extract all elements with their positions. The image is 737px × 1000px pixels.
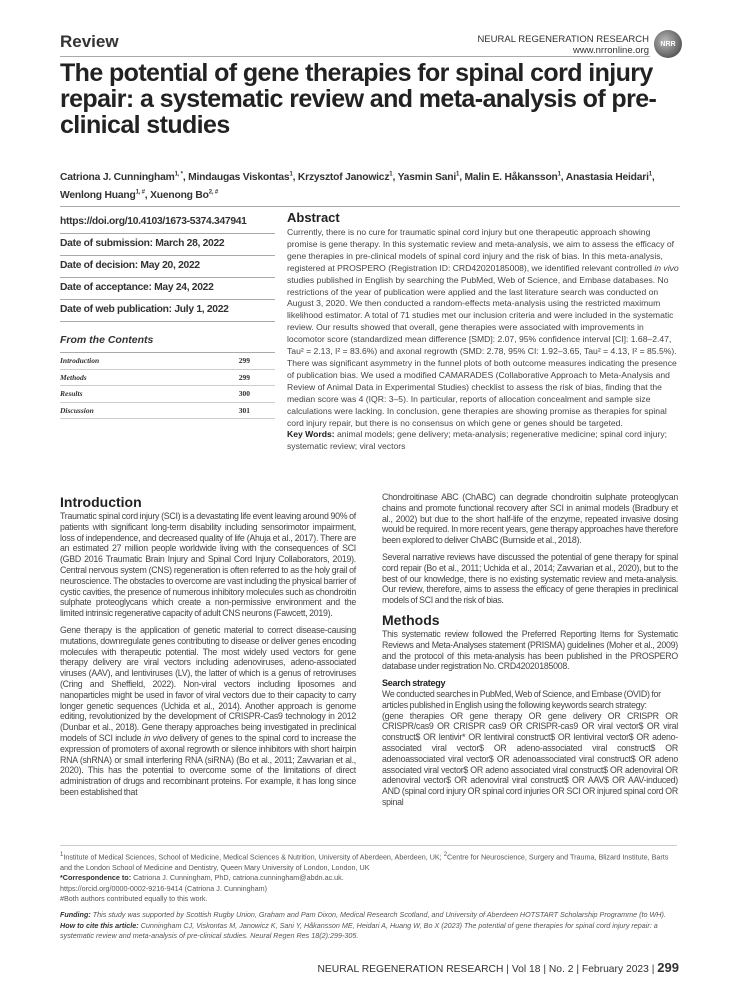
funding-text: This study was supported by Scottish Rugby Union, Graham and Pam Dixon, Medical Research Scotland, and University of Aberdeen HOTSTART Scholarship Programme (to WH).	[90, 910, 666, 919]
abstract-heading: Abstract	[287, 210, 340, 225]
contents-row[interactable]	[60, 403, 275, 420]
contents-row[interactable]	[60, 386, 275, 403]
contents-row[interactable]	[60, 353, 275, 370]
abstract-italic: in vivo	[654, 262, 679, 273]
contents-label: Results	[60, 389, 83, 398]
correspondence-label: *Correspondence to:	[60, 873, 132, 883]
keywords-text: animal models; gene delivery; meta-analysis; regenerative medicine; spinal cord injury; systematic review; viral vectors	[287, 429, 668, 452]
left-column	[60, 494, 356, 804]
contents-label: Methods	[60, 372, 87, 382]
author: Mindaugas Viskontas$^1$,	[188, 172, 298, 184]
affiliation-1: Institute of Medical Sciences, School of Medicine, Medical Sciences & Nutrition, University of Aberdeen, Aberdeen, UK;	[63, 852, 444, 862]
footer-journal: NEURAL REGENERATION RESEARCH	[317, 964, 504, 975]
author: Yasmin Sani$^1$,	[397, 172, 465, 184]
methods-heading: Methods	[382, 611, 440, 628]
citation-text: Cunningham CJ, Viskontas M, Janowicz K, Sani Y, Håkansson ME, Heidari A, Huang W, Bo X (2023) The potential of gene therapies for spinal cord injury repair: a systematic review and meta-analysis of pre-clinical studies. Neural Regen Res 18(2):299-305.	[60, 920, 658, 940]
author-affiliation: 1	[456, 172, 460, 178]
correspondence	[60, 873, 680, 884]
author-list	[60, 168, 685, 203]
author-name: Wenlong Huang	[60, 189, 136, 201]
author-affiliation: 2, #	[208, 189, 218, 196]
author: Anastasia Heidari$^1$,	[565, 172, 655, 184]
introduction-heading: Introduction	[60, 494, 142, 510]
author-affiliation: 1	[389, 172, 393, 178]
affiliation-2: Centre for Neuroscience, Surgery and Trauma, Blizard Institute, Barts and the London School of Medicine and Dentistry, Queen Mary University of London, London, UK	[60, 852, 669, 872]
article-info	[60, 212, 275, 419]
paragraph: We conducted searches in PubMed, Web of Science, and Embase (OVID) for articles published in English using the following keywords search strategy:	[382, 688, 661, 710]
keywords	[287, 429, 680, 453]
orcid-link[interactable]: https://orcid.org/0000-0002-9216-9414 (Catriona J. Cunningham)	[60, 883, 267, 893]
abstract-text: studies published in English by searching the PubMed, Web of Science, and Embase databases. No restrictions of the year of publication were applied and the last literature search was conducted on August 3, 2020. We then conducted a random-effects meta-analysis using the restricted maximum likelihood estimator. A total of 71 studies met our inclusion criteria and were included in the systematic review. Our results showed that overall, gene therapies were associated with improvements in locomotor score (standardized mean difference [SMD]: 2.07, 95% confidence interval [CI]: 1.68–2.47, Tau² = 2.13, I² = 83.6%) and axonal regrowth (SMD: 2.78, 95% CI: 1.92–3.65, Tau² = 4.13, I² = 85.5%). There was significant asymmetry in the funnel plots of both outcome measures indicating the presence of publication bias. We used a modified CAMARADES (Collaborative Approach to Meta-Analysis and Review of Animal Data in Experimental Studies) checklist to assess the risk of bias, finding that the median score was 4 (IQR: 3–5). In particular, reports of allocation concealment and sample size calculations were lacking. In conclusion, gene therapies are showing promise as therapies for spinal cord injury repair, but there is no consensus on which gene or genes should be targeted.	[287, 274, 677, 428]
paragraph	[60, 625, 356, 798]
section-label: Review	[60, 32, 119, 51]
right-column	[382, 492, 678, 808]
divider	[60, 56, 650, 57]
divider	[60, 206, 680, 207]
journal-header	[477, 34, 649, 56]
funding-citation	[60, 910, 680, 942]
citation-label: How to cite this article:	[60, 920, 139, 930]
author-affiliation: 1, *	[174, 172, 183, 178]
contents-page: 299	[238, 356, 250, 365]
contents-label: Introduction	[60, 356, 100, 365]
author-name: Malin E. Håkansson	[464, 172, 558, 184]
footer-issue: No. 2	[548, 964, 574, 975]
correspondence-text[interactable]: Catriona J. Cunningham, PhD, catriona.cunningham@abdn.ac.uk.	[131, 873, 344, 883]
web-publication-date: Date of web publication: July 1, 2022	[60, 300, 275, 322]
author-affiliation: 1	[289, 172, 293, 178]
footer-volume: Vol 18	[511, 964, 541, 975]
author-affiliation: 1	[648, 172, 652, 178]
author-name: Anastasia Heidari	[565, 172, 649, 184]
author-name: Mindaugas Viskontas	[188, 172, 290, 184]
abstract-body	[287, 227, 680, 429]
subheading-search-strategy: Search strategy	[382, 678, 446, 689]
contents-label: Discussion	[60, 405, 94, 415]
contents-title: From the Contents	[60, 334, 154, 346]
abstract	[287, 210, 680, 453]
funding	[60, 910, 680, 921]
contents-table	[60, 352, 275, 419]
citation	[60, 921, 680, 942]
author: Wenlong Huang$^{1, \#}$,	[60, 189, 151, 201]
author: Malin E. Håkansson$^1$,	[464, 172, 566, 184]
author-affiliation: 1	[557, 172, 561, 178]
contents-page: 299	[238, 372, 250, 382]
contents-page: 300	[238, 389, 250, 398]
funding-label: Funding:	[60, 910, 91, 919]
author-name: Krzysztof Janowicz	[297, 172, 390, 184]
footnotes	[60, 850, 680, 905]
journal-logo-icon: NRR	[654, 30, 682, 58]
paragraph: (gene therapies OR gene therapy OR gene delivery OR CRISPR OR CRISPR/cas9 OR CRISPR cas9 OR CRISPR-cas9 OR viral vector$ OR viral construct$ OR lentivir* OR lentiviral construct$ OR lentiviral vector$ OR adeno-associated viral vector$ OR adeno-associated viral construct$ OR adenoassociated viral vector$ OR adenoassociated viral construct$ OR adeno associated viral vector$ OR adeno associated viral construct$ OR adenoviral OR adenoviral vector$ OR adenoviral viral construct$ OR AAV$ OR AAV-induced) AND (spinal cord injury OR spinal cord injuries OR SCI OR injured spinal cord OR spinal	[382, 710, 678, 807]
author	[150, 190, 218, 201]
page-number: 299	[657, 960, 679, 975]
keywords-label: Key Words:	[287, 429, 335, 440]
author-affiliation: 1, #	[135, 189, 145, 196]
submission-date: Date of submission: March 28, 2022	[60, 234, 275, 256]
author: Krzysztof Janowicz$^1$,	[297, 172, 398, 184]
paragraph: Several narrative reviews have discussed the potential of gene therapy for spinal cord repair (Bo et al., 2011; Uchida et al., 2014; Zavvarian et al., 2020), but to the best of our knowledge, there is no existing systematic review and meta-analysis. Our review, therefore, aims to assess the efficacy of gene therapies in preclinical models of SCI and the risk of bias.	[382, 551, 678, 606]
contents-row[interactable]	[60, 370, 275, 387]
text: Gene therapy is the application of genetic material to correct disease-causing mutations, downregulate genes contributing to disease or deliver genes encoding molecules with therapeutic potential. The most widely used vectors for gene therapy delivery are viral vectors including adenoviruses, adeno-associated viruses (AAV), and lentiviruses (LV), the latter of which is a genus of retroviruses (Cring and Sheffield, 2022). Non-viral vectors including liposomes and nanoparticles might be used in favor of viral vectors due to their capacity to carry longer genetic sequences (Uchida et al., 2014). Another approach is genome editing, revolutionized by the development of CRISPR-Cas9 technology in 2012 (Dunbar et al., 2018). Gene therapy approaches being investigated in preclinical models of SCI include	[60, 624, 356, 743]
author-name: Yasmin Sani	[397, 172, 457, 184]
decision-date: Date of decision: May 20, 2022	[60, 256, 275, 278]
paragraph: Chondroitinase ABC (ChABC) can degrade chondroitin sulphate proteoglycan chains and promote functional recovery after SCI in animal models (Bradbury et al., 2002) but due to the short half-life of the enzyme, repeated invasive dosing would be required. In more recent years, gene therapy approaches have therefore been explored to deliver ChABC (Burnside et al., 2018).	[382, 492, 678, 546]
author-name: Xuenong Bo	[150, 189, 209, 201]
acceptance-date: Date of acceptance: May 24, 2022	[60, 278, 275, 300]
affiliations: $^1$Institute of Medical Sciences, School of Medicine, Medical Sciences & Nutrition, University of Aberdeen, Aberdeen, UK; $^2$Centre for Neuroscience, Surgery and Trauma, Blizard Institute, Barts and the London School of Medicine and Dentistry, Queen Mary University of London, London, UK	[60, 852, 669, 872]
abstract-text: Currently, there is no cure for traumatic spinal cord injury but one therapeutic approach showing promise is gene therapy. In this systematic review and meta-analysis, we aim to assess the efficacy of gene therapies in pre-clinical models of spinal cord injury and the risk of bias. In this meta-analysis, registered at PROSPERO (Registration ID: CRD42020185008), we identified relevant controlled	[287, 227, 675, 273]
footnote-divider	[60, 845, 677, 846]
journal-name: NEURAL REGENERATION RESEARCH	[477, 34, 649, 45]
italic-text: in vivo	[143, 732, 168, 743]
author-name: Catriona J. Cunningham	[60, 172, 175, 184]
paragraph: Traumatic spinal cord injury (SCI) is a devastating life event leaving around 90% of patients with significant long-term disability including sensorimotor impairment, loss of independence, and decreased quality of life (Ahuja et al., 2017). There are an estimated 27 million people worldwide living with the consequences of SCI (GBD 2016 Traumatic Brain Injury and Spinal Cord Injury Collaborators, 2019). Central nervous system (CNS) regeneration is often referred to as the holy grail of neuroscience. The obstacles to overcome are vast including the physical barrier of cystic cavities, the presence of numerous inhibitory molecules such as chondroitin sulphate proteoglycans which create a non-permissive environment and the limited intrinsic regenerative capacity of adult CNS neurons (Fawcett, 2019).	[60, 511, 356, 619]
footer-date: February 2023	[581, 964, 649, 975]
author: Catriona J. Cunningham$^{1, *}$,	[60, 172, 189, 184]
page-footer: NEURAL REGENERATION RESEARCH | Vol 18 | No. 2 | February 2023 | 299	[317, 960, 679, 975]
contents-page: 301	[238, 405, 250, 415]
doi-link[interactable]: https://doi.org/10.4103/1673-5374.347941	[60, 212, 275, 234]
paragraph: This systematic review followed the Preferred Reporting Items for Systematic Reviews and Meta-Analyses statement (PRISMA) guidelines (Moher et al., 2009) and the protocol of this meta-analysis has been published in the PROSPERO database under registration No. CRD42020185008.	[382, 628, 678, 672]
journal-url[interactable]: www.nrronline.org	[572, 45, 649, 56]
equal-contribution-note: #Both authors contributed equally to this work.	[60, 894, 208, 904]
text: delivery of genes to the spinal cord to increase the expression of promoters of axonal regrowth or silence inhibitors with short hairpin RNA (shRNA) or small interfering RNA (siRNA) (Bo et al., 2011; Zavvarian et al., 2020). This has the potential to overcome some of the limitations of direct administration of drugs and recombinant proteins. For example, it has long since been established that	[60, 732, 357, 797]
article-title: The potential of gene therapies for spinal cord injury repair: a systematic review and meta-analysis of pre-clinical studies	[60, 59, 657, 139]
